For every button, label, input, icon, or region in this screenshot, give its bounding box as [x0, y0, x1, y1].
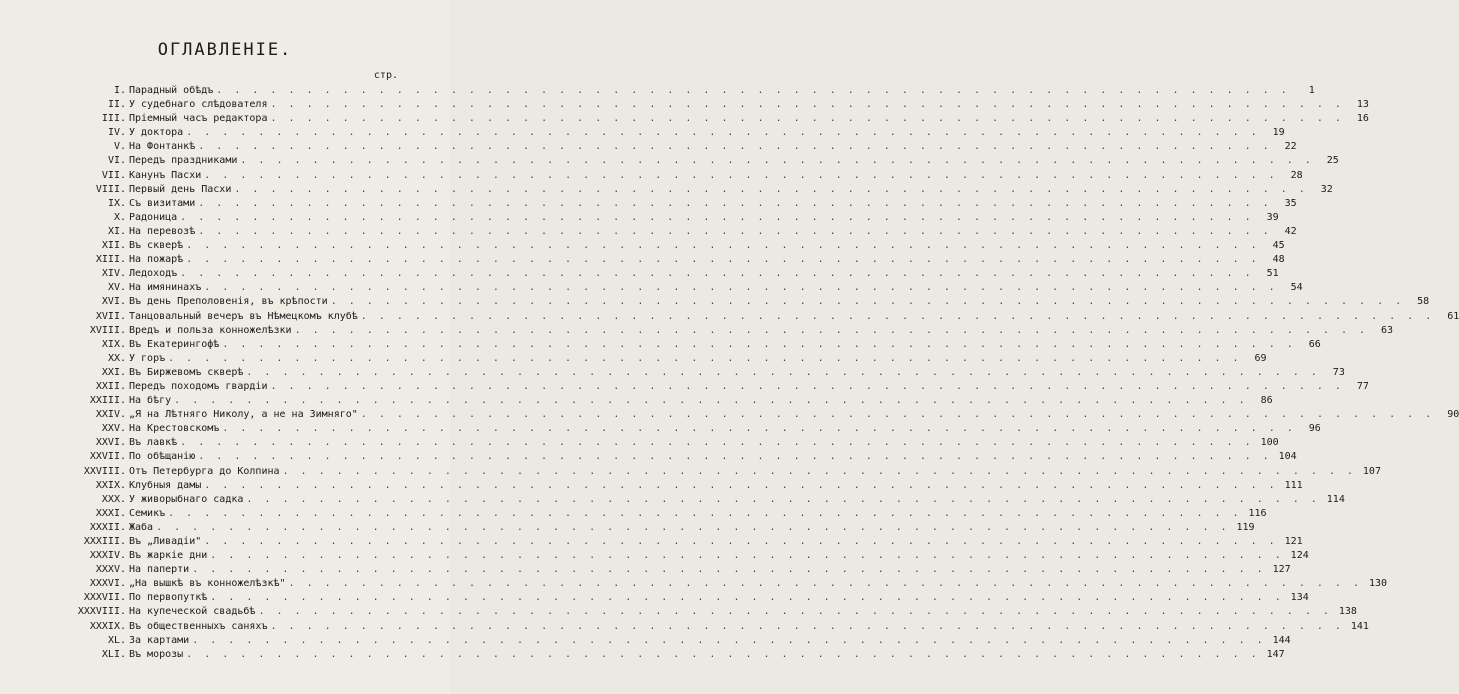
- chapter-title: Въ морозы: [129, 648, 184, 660]
- chapter-number: XXXIII.: [83, 536, 126, 547]
- dot-leader: . . . . . . . . . . . . . . . . . . . . . . . . . . . . . . . . . . . . . . . . . . . . . . . . . . . . . . . . . . . .: [210, 592, 1284, 604]
- chapter-title: Въ лавкѣ: [129, 437, 178, 449]
- dot-leader: . . . . . . . . . . . . . . . . . . . . . . . . . . . . . . . . . . . . . . . . . . . . . . . . . . . . . . . . . . . .: [216, 85, 1290, 96]
- dot-leader: . . . . . . . . . . . . . . . . . . . . . . . . . . . . . . . . . . . . . . . . . . . . . . . . . . . . . . . . . . . .: [186, 254, 1260, 266]
- page-number: 16: [1356, 113, 1369, 125]
- dot-leader: . . . . . . . . . . . . . . . . . . . . . . . . . . . . . . . . . . . . . . . . . . . . . . . . . . . . . . . . . . . .: [204, 536, 1278, 547]
- dot-leader: . . . . . . . . . . . . . . . . . . . . . . . . . . . . . . . . . . . . . . . . . . . . . . . . . . . . . . . . . . . .: [204, 479, 1278, 491]
- toc-entry: [38, 84, 1315, 98]
- toc-entry: [38, 253, 1285, 267]
- chapter-title: Танцовальный вечеръ въ Нѣмецкомъ клубѣ: [129, 310, 358, 322]
- chapter-number: VII.: [101, 169, 126, 181]
- chapter-title: Парадный обѣдъ: [129, 85, 214, 96]
- chapter-title: На пожарѣ: [129, 254, 184, 266]
- chapter-title: Въ „Ливадiи": [129, 536, 202, 547]
- page-number: 96: [1308, 423, 1321, 435]
- page-number: 90: [1447, 409, 1459, 421]
- toc-entry: [38, 408, 1459, 422]
- toc-entry: [38, 98, 1369, 112]
- chapter-title: Клубныя дамы: [129, 479, 202, 491]
- chapter-title: На Фонтанкѣ: [129, 141, 196, 153]
- chapter-title: Передъ праздниками: [129, 155, 238, 167]
- page-number: 116: [1248, 507, 1267, 519]
- chapter-number: IV.: [107, 127, 126, 139]
- toc-entry: [38, 239, 1285, 253]
- toc-entry: [38, 211, 1279, 225]
- chapter-title: Канунъ Пасхи: [129, 169, 202, 181]
- chapter-number: V.: [113, 141, 126, 153]
- chapter-title: По обѣщанiю: [129, 451, 196, 463]
- chapter-title: Отъ Петербурга до Колпина: [129, 465, 280, 477]
- page-number: 73: [1332, 366, 1345, 378]
- dot-leader: . . . . . . . . . . . . . . . . . . . . . . . . . . . . . . . . . . . . . . . . . . . . . . . . . . . . . . . . . . . .: [198, 197, 1272, 209]
- toc-entry: [38, 183, 1333, 197]
- page-number: 28: [1290, 169, 1303, 181]
- toc-entry: [38, 479, 1303, 493]
- chapter-title: Въ жаркiе дни: [129, 550, 208, 562]
- page-number: 35: [1284, 197, 1297, 209]
- dot-leader: . . . . . . . . . . . . . . . . . . . . . . . . . . . . . . . . . . . . . . . . . . . . . . . . . . . . . . . . . . . .: [156, 521, 1230, 533]
- chapter-title: На паперти: [129, 564, 190, 576]
- toc-entry: [38, 197, 1297, 211]
- toc-entry: [38, 394, 1273, 408]
- chapter-title: Въ Екатерингофѣ: [129, 338, 220, 350]
- chapter-number: X.: [113, 211, 126, 223]
- page-number: 39: [1266, 211, 1279, 223]
- chapter-number: XIX.: [101, 338, 126, 350]
- page-number: 111: [1284, 479, 1303, 491]
- chapter-title: На перевозѣ: [129, 225, 196, 237]
- dot-leader: . . . . . . . . . . . . . . . . . . . . . . . . . . . . . . . . . . . . . . . . . . . . . . . . . . . . . . . . . . . .: [222, 338, 1296, 350]
- chapter-number: VIII.: [95, 183, 126, 195]
- chapter-number: XXXIX.: [89, 620, 126, 632]
- chapter-title: Съ визитами: [129, 197, 196, 209]
- toc-entry: [38, 521, 1255, 535]
- chapter-number: XIII.: [95, 254, 126, 266]
- chapter-title: На купеческой свадьбѣ: [129, 606, 256, 618]
- chapter-number: XX.: [107, 352, 126, 364]
- toc-entry: [38, 154, 1339, 168]
- toc-entry: [38, 126, 1285, 140]
- chapter-number: VI.: [107, 155, 126, 167]
- toc-entry: [38, 436, 1279, 450]
- chapter-number: IX.: [107, 197, 126, 209]
- toc-entry: [38, 169, 1303, 183]
- chapter-title: Жаба: [129, 521, 154, 533]
- dot-leader: . . . . . . . . . . . . . . . . . . . . . . . . . . . . . . . . . . . . . . . . . . . . . . . . . . . . . . . . . . . .: [288, 578, 1362, 590]
- chapter-title: Прiемный часъ редактора: [129, 113, 268, 125]
- page-number: 51: [1266, 268, 1279, 280]
- toc-entry: [38, 648, 1285, 662]
- dot-leader: . . . . . . . . . . . . . . . . . . . . . . . . . . . . . . . . . . . . . . . . . . . . . . . . . . . . . . . . . . . .: [168, 507, 1242, 519]
- toc-entry: [38, 281, 1303, 295]
- page-number: 66: [1308, 338, 1321, 350]
- table-of-contents: [38, 84, 1459, 662]
- toc-entry: [38, 549, 1309, 563]
- dot-leader: . . . . . . . . . . . . . . . . . . . . . . . . . . . . . . . . . . . . . . . . . . . . . . . . . . . . . . . . . . . .: [240, 155, 1314, 167]
- toc-entry: [38, 605, 1357, 619]
- page-number: 127: [1272, 564, 1291, 576]
- page-title: ОГЛАВЛЕНIЕ.: [157, 40, 293, 60]
- dot-leader: . . . . . . . . . . . . . . . . . . . . . . . . . . . . . . . . . . . . . . . . . . . . . . . . . . . . . . . . . . . .: [360, 310, 1435, 322]
- dot-leader: . . . . . . . . . . . . . . . . . . . . . . . . . . . . . . . . . . . . . . . . . . . . . . . . . . . . . . . . . . . .: [186, 127, 1260, 139]
- page-number: 19: [1272, 127, 1285, 139]
- page-number: 114: [1326, 493, 1345, 505]
- chapter-number: XXIV.: [95, 409, 126, 421]
- page-number: 32: [1320, 183, 1333, 195]
- chapter-number: XXXVI.: [89, 578, 126, 590]
- chapter-number: III.: [101, 113, 126, 125]
- page-number: 58: [1417, 296, 1430, 308]
- chapter-title: За картами: [129, 634, 190, 646]
- toc-entry: [38, 493, 1345, 507]
- toc-entry: [38, 267, 1279, 281]
- page-number: 141: [1350, 620, 1369, 632]
- page-column-label: стр.: [373, 70, 398, 81]
- toc-entry: [38, 563, 1291, 577]
- chapter-title: Вредъ и польза конножелѣзки: [129, 324, 292, 336]
- chapter-title: У живорыбнаго садка: [129, 493, 244, 505]
- chapter-title: На имянинахъ: [129, 282, 202, 294]
- page-number: 42: [1284, 225, 1297, 237]
- page-number: 86: [1260, 395, 1273, 407]
- dot-leader: . . . . . . . . . . . . . . . . . . . . . . . . . . . . . . . . . . . . . . . . . . . . . . . . . . . . . . . . . . . .: [270, 380, 1344, 392]
- chapter-number: XXX.: [101, 493, 126, 505]
- toc-entry: [38, 295, 1430, 309]
- toc-entry: [38, 450, 1297, 464]
- page-number: 130: [1368, 578, 1387, 590]
- toc-entry: [38, 380, 1369, 394]
- dot-leader: . . . . . . . . . . . . . . . . . . . . . . . . . . . . . . . . . . . . . . . . . . . . . . . . . . . . . . . . . . . .: [198, 225, 1272, 237]
- toc-entry: [38, 634, 1291, 648]
- chapter-number: XXXVIII.: [77, 606, 126, 618]
- chapter-number: XXXIV.: [89, 550, 126, 562]
- dot-leader: . . . . . . . . . . . . . . . . . . . . . . . . . . . . . . . . . . . . . . . . . . . . . . . . . . . . . . . . . . . .: [204, 282, 1278, 294]
- toc-entry: [38, 352, 1267, 366]
- dot-leader: . . . . . . . . . . . . . . . . . . . . . . . . . . . . . . . . . . . . . . . . . . . . . . . . . . . . . . . . . . . .: [204, 169, 1278, 181]
- dot-leader: . . . . . . . . . . . . . . . . . . . . . . . . . . . . . . . . . . . . . . . . . . . . . . . . . . . . . . . . . . . .: [246, 493, 1320, 505]
- page-number: 69: [1254, 352, 1267, 364]
- dot-leader: . . . . . . . . . . . . . . . . . . . . . . . . . . . . . . . . . . . . . . . . . . . . . . . . . . . . . . . . . . . .: [222, 423, 1296, 435]
- toc-entry: [38, 620, 1369, 634]
- chapter-number: XXVIII.: [83, 465, 126, 477]
- toc-entry: [38, 535, 1303, 549]
- dot-leader: . . . . . . . . . . . . . . . . . . . . . . . . . . . . . . . . . . . . . . . . . . . . . . . . . . . . . . . . . . . .: [270, 620, 1344, 632]
- page-number: 22: [1284, 141, 1297, 153]
- chapter-number: XV.: [107, 282, 126, 294]
- toc-entry: [38, 310, 1459, 324]
- chapter-title: Семикъ: [129, 507, 166, 519]
- chapter-title: На Крестовскомъ: [129, 423, 220, 435]
- dot-leader: . . . . . . . . . . . . . . . . . . . . . . . . . . . . . . . . . . . . . . . . . . . . . . . . . . . . . . . . . . . .: [258, 606, 1332, 618]
- chapter-number: XII.: [101, 240, 126, 252]
- toc-entry: [38, 140, 1297, 154]
- dot-leader: . . . . . . . . . . . . . . . . . . . . . . . . . . . . . . . . . . . . . . . . . . . . . . . . . . . . . . . . . . . .: [180, 211, 1254, 223]
- toc-entry: [38, 577, 1387, 591]
- dot-leader: . . . . . . . . . . . . . . . . . . . . . . . . . . . . . . . . . . . . . . . . . . . . . . . . . . . . . . . . . . . .: [198, 141, 1272, 153]
- page-number: 121: [1284, 536, 1303, 547]
- page-number: 104: [1278, 451, 1297, 463]
- page-number: 77: [1356, 380, 1369, 392]
- dot-leader: . . . . . . . . . . . . . . . . . . . . . . . . . . . . . . . . . . . . . . . . . . . . . . . . . . . . . . . . . . . .: [246, 366, 1320, 378]
- dot-leader: . . . . . . . . . . . . . . . . . . . . . . . . . . . . . . . . . . . . . . . . . . . . . . . . . . . . . . . . . . . .: [282, 465, 1356, 477]
- dot-leader: . . . . . . . . . . . . . . . . . . . . . . . . . . . . . . . . . . . . . . . . . . . . . . . . . . . . . . . . . . . .: [198, 451, 1272, 463]
- dot-leader: . . . . . . . . . . . . . . . . . . . . . . . . . . . . . . . . . . . . . . . . . . . . . . . . . . . . . . . . . . . .: [186, 648, 1260, 660]
- chapter-number: XXI.: [101, 366, 126, 378]
- dot-leader: . . . . . . . . . . . . . . . . . . . . . . . . . . . . . . . . . . . . . . . . . . . . . . . . . . . . . . . . . . . .: [186, 240, 1260, 252]
- page-number: 124: [1290, 550, 1309, 562]
- chapter-number: XXIII.: [89, 395, 126, 407]
- chapter-number: XVII.: [95, 310, 126, 322]
- page-number: 138: [1338, 606, 1357, 618]
- toc-entry: [38, 338, 1321, 352]
- toc-entry: [38, 507, 1267, 521]
- chapter-number: XXVII.: [89, 451, 126, 463]
- chapter-number: XXXII.: [89, 521, 126, 533]
- chapter-title: У судебнаго слѣдователя: [129, 99, 268, 111]
- page-number: 25: [1326, 155, 1339, 167]
- chapter-number: XL.: [107, 634, 126, 646]
- dot-leader: . . . . . . . . . . . . . . . . . . . . . . . . . . . . . . . . . . . . . . . . . . . . . . . . . . . . . . . . . . . .: [180, 268, 1254, 280]
- dot-leader: . . . . . . . . . . . . . . . . . . . . . . . . . . . . . . . . . . . . . . . . . . . . . . . . . . . . . . . . . . . .: [270, 113, 1344, 125]
- chapter-number: XXXI.: [95, 507, 126, 519]
- chapter-number: XXII.: [95, 380, 126, 392]
- chapter-number: XVIII.: [89, 324, 126, 336]
- chapter-number: XXXVII.: [83, 592, 126, 604]
- chapter-title: Въ общественныхъ саняхъ: [129, 620, 268, 632]
- dot-leader: . . . . . . . . . . . . . . . . . . . . . . . . . . . . . . . . . . . . . . . . . . . . . . . . . . . . . . . . . . . .: [168, 352, 1242, 364]
- toc-entry: [38, 324, 1394, 338]
- chapter-title: Ледоходъ: [129, 268, 178, 280]
- toc-entry: [38, 366, 1345, 380]
- chapter-number: XXV.: [101, 423, 126, 435]
- page-number: 119: [1236, 521, 1255, 533]
- dot-leader: . . . . . . . . . . . . . . . . . . . . . . . . . . . . . . . . . . . . . . . . . . . . . . . . . . . . . . . . . . . .: [210, 550, 1284, 562]
- chapter-title: Въ скверѣ: [129, 240, 184, 252]
- chapter-title: Первый день Пасхи: [129, 183, 232, 195]
- chapter-title: Передъ походомъ гвардiи: [129, 380, 268, 392]
- dot-leader: . . . . . . . . . . . . . . . . . . . . . . . . . . . . . . . . . . . . . . . . . . . . . . . . . . . . . . . . . . . .: [360, 409, 1435, 421]
- chapter-number: XLI.: [101, 648, 126, 660]
- chapter-number: XVI.: [101, 296, 126, 308]
- toc-entry: [38, 465, 1381, 479]
- page-number: 1: [1308, 85, 1315, 96]
- chapter-number: II.: [107, 99, 126, 111]
- page-number: 134: [1290, 592, 1309, 604]
- chapter-number: XXXV.: [95, 564, 126, 576]
- chapter-number: XIV.: [101, 268, 126, 280]
- dot-leader: . . . . . . . . . . . . . . . . . . . . . . . . . . . . . . . . . . . . . . . . . . . . . . . . . . . . . . . . . . . .: [192, 634, 1266, 646]
- page-number: 54: [1290, 282, 1303, 294]
- chapter-title: Радоница: [129, 211, 178, 223]
- page-number: 61: [1447, 310, 1459, 322]
- chapter-title: У горъ: [129, 352, 166, 364]
- chapter-title: „Я на Лѣтняго Николу, а не на Зимняго": [129, 409, 358, 421]
- chapter-title: На бѣгу: [129, 395, 172, 407]
- page-number: 147: [1266, 648, 1285, 660]
- chapter-title: У доктора: [129, 127, 184, 139]
- chapter-title: „На вышкѣ въ конножелѣзкѣ": [129, 578, 286, 590]
- page-number: 45: [1272, 240, 1285, 252]
- page-number: 63: [1380, 324, 1394, 336]
- page-number: 100: [1260, 437, 1279, 449]
- dot-leader: . . . . . . . . . . . . . . . . . . . . . . . . . . . . . . . . . . . . . . . . . . . . . . . . . . . . . . . . . . . .: [294, 324, 1369, 336]
- chapter-number: I.: [113, 85, 126, 96]
- dot-leader: . . . . . . . . . . . . . . . . . . . . . . . . . . . . . . . . . . . . . . . . . . . . . . . . . . . . . . . . . . . .: [192, 564, 1266, 576]
- chapter-title: По первопуткѣ: [129, 592, 208, 604]
- chapter-number: XI.: [107, 225, 126, 237]
- dot-leader: . . . . . . . . . . . . . . . . . . . . . . . . . . . . . . . . . . . . . . . . . . . . . . . . . . . . . . . . . . . .: [174, 395, 1248, 407]
- page-number: 48: [1272, 254, 1285, 266]
- toc-entry: [38, 591, 1309, 605]
- dot-leader: . . . . . . . . . . . . . . . . . . . . . . . . . . . . . . . . . . . . . . . . . . . . . . . . . . . . . . . . . . . .: [330, 296, 1405, 308]
- page-number: 144: [1272, 634, 1291, 646]
- chapter-title: Въ день Преполовенiя, въ крѣпости: [129, 296, 328, 308]
- dot-leader: . . . . . . . . . . . . . . . . . . . . . . . . . . . . . . . . . . . . . . . . . . . . . . . . . . . . . . . . . . . .: [270, 99, 1344, 111]
- toc-entry: [38, 225, 1297, 239]
- toc-entry: [38, 112, 1369, 126]
- toc-entry: [38, 422, 1321, 436]
- page-number: 13: [1356, 99, 1369, 111]
- chapter-number: XXVI.: [95, 437, 126, 449]
- chapter-title: Въ Биржевомъ скверѣ: [129, 366, 244, 378]
- chapter-number: XXIX.: [95, 479, 126, 491]
- dot-leader: . . . . . . . . . . . . . . . . . . . . . . . . . . . . . . . . . . . . . . . . . . . . . . . . . . . . . . . . . . . .: [234, 183, 1308, 195]
- page-number: 107: [1362, 465, 1381, 477]
- dot-leader: . . . . . . . . . . . . . . . . . . . . . . . . . . . . . . . . . . . . . . . . . . . . . . . . . . . . . . . . . . . .: [180, 437, 1254, 449]
